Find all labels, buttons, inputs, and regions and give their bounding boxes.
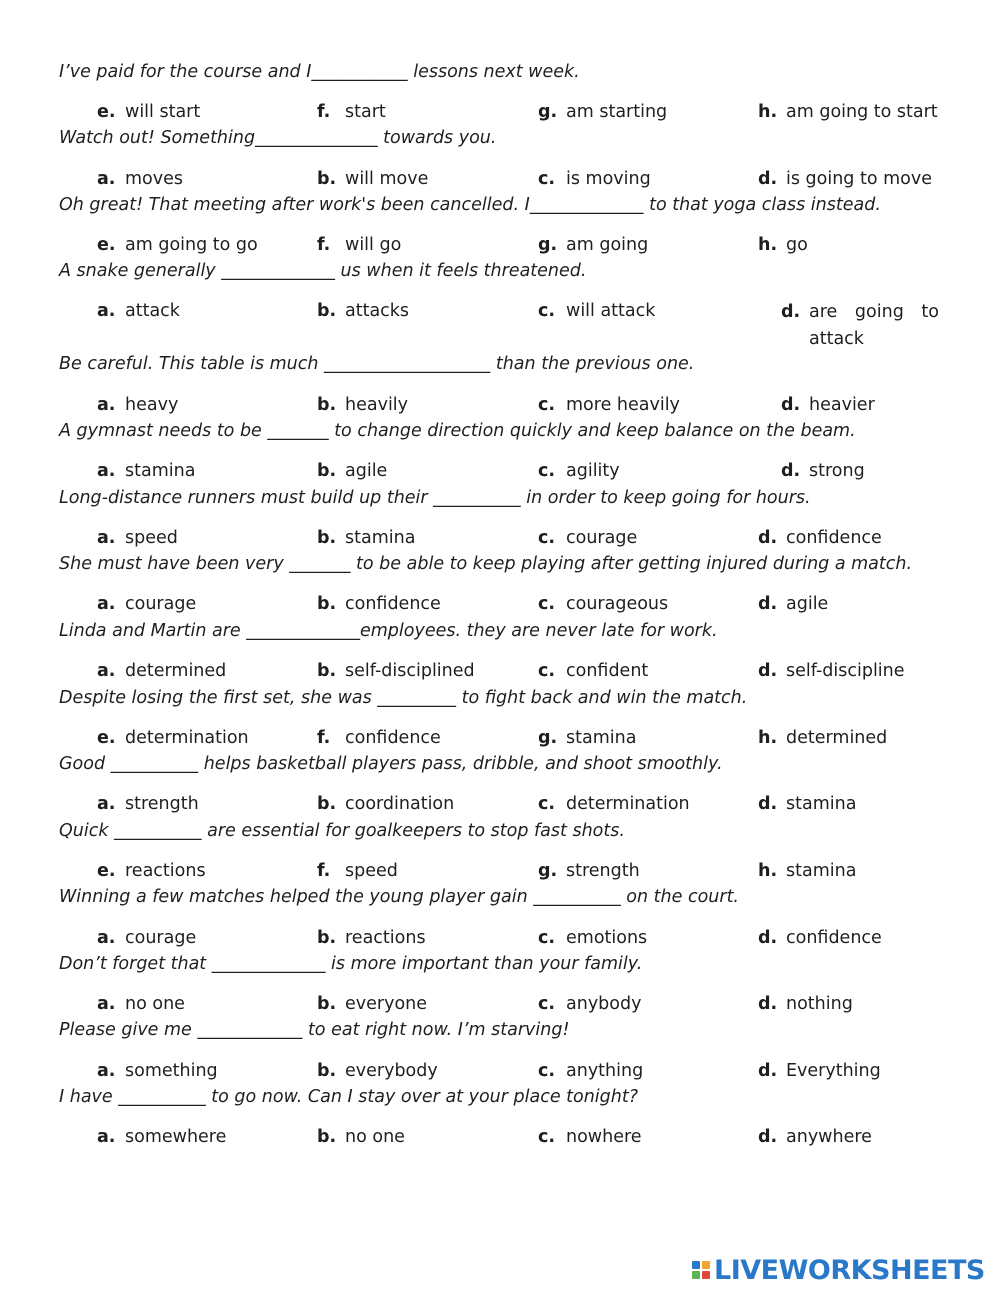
option-text: coordination bbox=[345, 794, 455, 814]
option[interactable] bbox=[781, 393, 875, 417]
option-letter: h. bbox=[758, 102, 778, 122]
option-letter: f. bbox=[317, 861, 331, 881]
option-letter: c. bbox=[538, 928, 556, 948]
option-letter: d. bbox=[758, 594, 778, 614]
option-text: courage bbox=[566, 528, 638, 548]
option-letter: c. bbox=[538, 794, 556, 814]
option[interactable] bbox=[538, 167, 651, 191]
option-text: courageous bbox=[566, 594, 669, 614]
question-text: She must have been very _______ to be able to keep playing after getting injured during a match. bbox=[59, 554, 913, 574]
option-text: anybody bbox=[566, 994, 642, 1014]
option[interactable] bbox=[97, 233, 258, 257]
liveworksheets-logo-icon bbox=[692, 1261, 710, 1279]
option-text: heavily bbox=[345, 395, 409, 415]
option-text: confidence bbox=[345, 728, 441, 748]
option-letter: e. bbox=[97, 861, 116, 881]
option[interactable] bbox=[317, 459, 387, 483]
option-text: reactions bbox=[125, 861, 206, 881]
option[interactable] bbox=[538, 592, 668, 616]
option-text: is moving bbox=[566, 169, 651, 189]
option[interactable] bbox=[538, 100, 667, 124]
option-text: attacks bbox=[345, 301, 410, 321]
option-text: no one bbox=[125, 994, 185, 1014]
option-letter: b. bbox=[317, 594, 337, 614]
option-text: confidence bbox=[786, 928, 882, 948]
option[interactable] bbox=[538, 992, 641, 1016]
option[interactable] bbox=[97, 526, 178, 550]
option[interactable] bbox=[781, 459, 865, 483]
option-letter: a. bbox=[97, 1061, 116, 1081]
option[interactable] bbox=[97, 859, 206, 883]
question-options bbox=[0, 233, 1000, 257]
option-letter: e. bbox=[97, 235, 116, 255]
option-text: no one bbox=[345, 1127, 405, 1147]
option-text: determination bbox=[566, 794, 690, 814]
option-text: strength bbox=[566, 861, 640, 881]
option-letter: b. bbox=[317, 528, 337, 548]
liveworksheets-logo[interactable] bbox=[692, 1255, 985, 1285]
option-letter: a. bbox=[97, 994, 116, 1014]
option-letter: a. bbox=[97, 661, 116, 681]
option-letter: h. bbox=[758, 861, 778, 881]
option[interactable] bbox=[317, 1059, 438, 1083]
option-text: attack bbox=[125, 301, 180, 321]
option-letter: d. bbox=[758, 1127, 778, 1147]
option-text: start bbox=[345, 102, 386, 122]
option[interactable] bbox=[538, 659, 648, 683]
option-text: everyone bbox=[345, 994, 428, 1014]
question-text: Be careful. This table is much ___________________ than the previous one. bbox=[59, 354, 695, 374]
question-text: Oh great! That meeting after work's been cancelled. I_____________ to that yoga class instead. bbox=[59, 195, 881, 215]
option-letter: f. bbox=[317, 728, 331, 748]
option-letter: c. bbox=[538, 461, 556, 481]
question-options bbox=[0, 459, 1000, 483]
option-letter: c. bbox=[538, 594, 556, 614]
option-text: Everything bbox=[786, 1061, 881, 1081]
option-letter: d. bbox=[758, 928, 778, 948]
option-text: confident bbox=[566, 661, 649, 681]
question-text: I have __________ to go now. Can I stay over at your place tonight? bbox=[59, 1087, 639, 1107]
logo-text: LIVEWORKSHEETS bbox=[714, 1254, 985, 1286]
option-letter: d. bbox=[781, 395, 801, 415]
option-text: will go bbox=[345, 235, 402, 255]
option-text: go bbox=[786, 235, 808, 255]
option-text: stamina bbox=[786, 794, 857, 814]
option-letter: b. bbox=[317, 169, 337, 189]
option[interactable] bbox=[538, 1125, 642, 1149]
question-text: A gymnast needs to be _______ to change direction quickly and keep balance on the beam. bbox=[59, 421, 856, 441]
option[interactable] bbox=[758, 100, 938, 124]
option[interactable] bbox=[538, 526, 637, 550]
option[interactable] bbox=[538, 233, 648, 257]
option[interactable] bbox=[758, 233, 808, 257]
option-text: strong bbox=[809, 461, 865, 481]
option-text: are going to attack bbox=[809, 302, 939, 349]
option[interactable] bbox=[758, 526, 882, 550]
option-letter: b. bbox=[317, 928, 337, 948]
option-text: determined bbox=[786, 728, 888, 748]
option-text: courage bbox=[125, 594, 197, 614]
option[interactable] bbox=[317, 926, 426, 950]
option-letter: a. bbox=[97, 461, 116, 481]
question-options bbox=[0, 592, 1000, 616]
option[interactable] bbox=[317, 100, 386, 124]
option[interactable] bbox=[538, 859, 640, 883]
option-letter: c. bbox=[538, 1127, 556, 1147]
question-options bbox=[0, 1125, 1000, 1149]
option[interactable] bbox=[758, 859, 856, 883]
option-letter: d. bbox=[781, 302, 801, 322]
option-text: will attack bbox=[566, 301, 656, 321]
option-text: moves bbox=[125, 169, 183, 189]
logo-square-icon bbox=[692, 1261, 700, 1269]
question-text: I’ve paid for the course and I___________ lessons next week. bbox=[59, 62, 580, 82]
option-letter: c. bbox=[538, 528, 556, 548]
option[interactable] bbox=[758, 1125, 872, 1149]
option[interactable] bbox=[97, 100, 200, 124]
option-text: confidence bbox=[786, 528, 882, 548]
option-text: determined bbox=[125, 661, 227, 681]
logo-square-icon bbox=[702, 1271, 710, 1279]
option[interactable] bbox=[97, 792, 199, 816]
option[interactable] bbox=[97, 592, 196, 616]
option-text: am going to start bbox=[786, 102, 938, 122]
option-text: heavy bbox=[125, 395, 179, 415]
option-text: nothing bbox=[786, 994, 853, 1014]
option-letter: a. bbox=[97, 594, 116, 614]
option-letter: b. bbox=[317, 395, 337, 415]
option-letter: c. bbox=[538, 395, 556, 415]
option-letter: g. bbox=[538, 235, 558, 255]
question-text: Watch out! Something______________ towards you. bbox=[59, 128, 497, 148]
option[interactable] bbox=[758, 992, 853, 1016]
option-text: self-discipline bbox=[786, 661, 905, 681]
option-letter: d. bbox=[758, 661, 778, 681]
logo-square-icon bbox=[692, 1271, 700, 1279]
option-letter: h. bbox=[758, 235, 778, 255]
option[interactable] bbox=[758, 926, 882, 950]
option[interactable] bbox=[97, 1059, 218, 1083]
question-options bbox=[0, 659, 1000, 683]
question-options bbox=[0, 926, 1000, 950]
question-text: Long-distance runners must build up their __________ in order to keep going for hours. bbox=[59, 488, 811, 508]
option-text: speed bbox=[345, 861, 398, 881]
option-text: anything bbox=[566, 1061, 644, 1081]
option-letter: c. bbox=[538, 169, 556, 189]
option-letter: b. bbox=[317, 1127, 337, 1147]
question-options bbox=[0, 526, 1000, 550]
option-text: courage bbox=[125, 928, 197, 948]
option-text: stamina bbox=[786, 861, 857, 881]
option-letter: a. bbox=[97, 528, 116, 548]
option[interactable] bbox=[317, 393, 408, 417]
option-letter: b. bbox=[317, 301, 337, 321]
option[interactable] bbox=[317, 992, 427, 1016]
question-options bbox=[0, 299, 1000, 349]
question-options bbox=[0, 393, 1000, 417]
option-letter: a. bbox=[97, 928, 116, 948]
option-letter: e. bbox=[97, 102, 116, 122]
option[interactable] bbox=[538, 926, 647, 950]
option-letter: h. bbox=[758, 728, 778, 748]
option[interactable] bbox=[538, 459, 620, 483]
option[interactable] bbox=[317, 726, 441, 750]
option[interactable] bbox=[97, 299, 180, 323]
option-text: emotions bbox=[566, 928, 648, 948]
option[interactable] bbox=[758, 792, 856, 816]
option[interactable] bbox=[758, 726, 887, 750]
question-text: Quick __________ are essential for goalkeepers to stop fast shots. bbox=[59, 821, 625, 841]
option[interactable] bbox=[758, 1059, 881, 1083]
option[interactable] bbox=[758, 592, 828, 616]
question-text: Linda and Martin are _____________employees. they are never late for work. bbox=[59, 621, 718, 641]
option-letter: d. bbox=[758, 994, 778, 1014]
question-options bbox=[0, 1059, 1000, 1083]
question-options bbox=[0, 992, 1000, 1016]
option-letter: a. bbox=[97, 169, 116, 189]
option[interactable] bbox=[317, 233, 401, 257]
option-letter: a. bbox=[97, 794, 116, 814]
option-letter: f. bbox=[317, 102, 331, 122]
option[interactable] bbox=[317, 526, 415, 550]
option[interactable] bbox=[317, 167, 428, 191]
option-text: reactions bbox=[345, 928, 426, 948]
option-text: will start bbox=[125, 102, 201, 122]
option[interactable] bbox=[97, 926, 196, 950]
option-text: confidence bbox=[345, 594, 441, 614]
option-text: self-disciplined bbox=[345, 661, 475, 681]
option[interactable] bbox=[317, 299, 409, 323]
option-text: everybody bbox=[345, 1061, 438, 1081]
option-letter: b. bbox=[317, 461, 337, 481]
option-letter: b. bbox=[317, 794, 337, 814]
option[interactable] bbox=[538, 1059, 643, 1083]
option-text: am going bbox=[566, 235, 649, 255]
option-letter: g. bbox=[538, 102, 558, 122]
option[interactable] bbox=[538, 726, 636, 750]
option-letter: d. bbox=[758, 528, 778, 548]
question-options bbox=[0, 726, 1000, 750]
option[interactable] bbox=[97, 459, 195, 483]
question-text: Good __________ helps basketball players pass, dribble, and shoot smoothly. bbox=[59, 754, 723, 774]
option-letter: d. bbox=[781, 461, 801, 481]
question-text: Please give me ____________ to eat right now. I’m starving! bbox=[59, 1020, 570, 1040]
question-text: Winning a few matches helped the young player gain __________ on the court. bbox=[59, 887, 739, 907]
option-letter: a. bbox=[97, 395, 116, 415]
option[interactable] bbox=[97, 393, 178, 417]
option-text: is going to move bbox=[786, 169, 932, 189]
option-letter: g. bbox=[538, 861, 558, 881]
option-letter: c. bbox=[538, 994, 556, 1014]
option-text: agility bbox=[566, 461, 620, 481]
option-text: will move bbox=[345, 169, 429, 189]
question-text: Despite losing the first set, she was _________ to fight back and win the match. bbox=[59, 688, 748, 708]
option-text: more heavily bbox=[566, 395, 680, 415]
option[interactable] bbox=[538, 393, 680, 417]
option-text: something bbox=[125, 1061, 218, 1081]
option[interactable] bbox=[538, 299, 655, 323]
option-letter: b. bbox=[317, 1061, 337, 1081]
option-text: agile bbox=[786, 594, 829, 614]
option-text: stamina bbox=[125, 461, 196, 481]
option[interactable] bbox=[317, 592, 441, 616]
option[interactable] bbox=[97, 167, 183, 191]
question-text: Don’t forget that _____________ is more important than your family. bbox=[59, 954, 643, 974]
option[interactable] bbox=[97, 1125, 226, 1149]
option[interactable] bbox=[97, 726, 249, 750]
question-text: A snake generally _____________ us when it feels threatened. bbox=[59, 261, 587, 281]
option-letter: d. bbox=[758, 794, 778, 814]
option-text: heavier bbox=[809, 395, 875, 415]
option-text: nowhere bbox=[566, 1127, 642, 1147]
option[interactable] bbox=[781, 299, 941, 353]
question-options bbox=[0, 792, 1000, 816]
option-text: am going to go bbox=[125, 235, 258, 255]
option[interactable] bbox=[538, 792, 690, 816]
option-letter: b. bbox=[317, 661, 337, 681]
option-letter: f. bbox=[317, 235, 331, 255]
option-text: strength bbox=[125, 794, 199, 814]
option-text: somewhere bbox=[125, 1127, 227, 1147]
option[interactable] bbox=[317, 859, 398, 883]
option-letter: a. bbox=[97, 1127, 116, 1147]
question-options bbox=[0, 100, 1000, 124]
option-letter: a. bbox=[97, 301, 116, 321]
option-text: anywhere bbox=[786, 1127, 872, 1147]
option[interactable] bbox=[317, 659, 475, 683]
question-options bbox=[0, 859, 1000, 883]
option-text: stamina bbox=[345, 528, 416, 548]
option-text: determination bbox=[125, 728, 249, 748]
option-letter: c. bbox=[538, 661, 556, 681]
question-options bbox=[0, 167, 1000, 191]
option[interactable] bbox=[97, 659, 226, 683]
option-text: am starting bbox=[566, 102, 668, 122]
option-letter: d. bbox=[758, 1061, 778, 1081]
logo-square-icon bbox=[702, 1261, 710, 1269]
option-letter: e. bbox=[97, 728, 116, 748]
option-letter: c. bbox=[538, 301, 556, 321]
option[interactable] bbox=[317, 1125, 405, 1149]
option[interactable] bbox=[97, 992, 185, 1016]
option[interactable] bbox=[758, 659, 905, 683]
option-letter: b. bbox=[317, 994, 337, 1014]
option-letter: g. bbox=[538, 728, 558, 748]
option-letter: d. bbox=[758, 169, 778, 189]
option-text: speed bbox=[125, 528, 178, 548]
option-letter: c. bbox=[538, 1061, 556, 1081]
option[interactable] bbox=[758, 167, 932, 191]
option[interactable] bbox=[317, 792, 454, 816]
option-text: agile bbox=[345, 461, 388, 481]
option-text: stamina bbox=[566, 728, 637, 748]
